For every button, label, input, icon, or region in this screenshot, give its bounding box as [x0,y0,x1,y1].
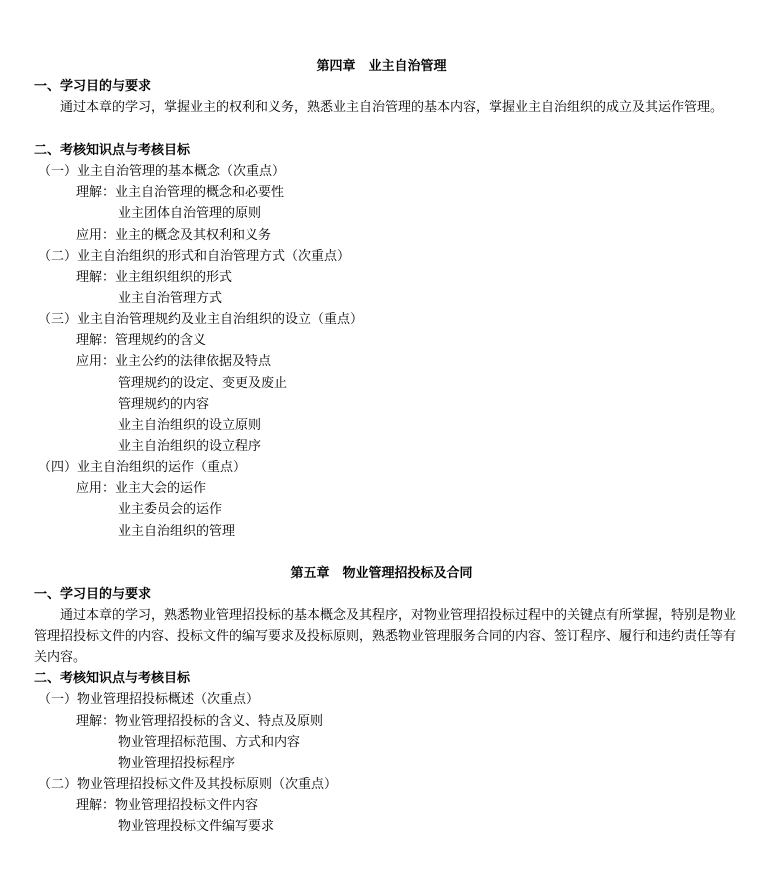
ch4-item: 应用：业主的概念及其权利和义务 [76,228,272,243]
chapter-5-title: 第五章 物业管理招投标及合同 [290,566,473,581]
ch5-item: 物业管理投标文件编写要求 [118,819,275,834]
ch4-item: 理解：业主自治管理的概念和必要性 [76,185,285,200]
ch4-item: 理解：业主组织组织的形式 [76,270,233,285]
ch5-item: 物业管理招标范围、方式和内容 [118,735,301,750]
ch5-topic-1: （一）物业管理招投标概述（次重点） [38,692,260,707]
ch4-item: 应用：业主公约的法律依据及特点 [76,354,272,369]
ch4-topic-2: （二）业主自治组织的形式和自治管理方式（次重点） [38,249,351,264]
ch5-item: 理解：物业管理招投标的含义、特点及原则 [76,714,324,729]
ch4-item: 管理规约的设定、变更及废止 [118,376,288,391]
ch4-section-1-paragraph: 通过本章的学习，掌握业主的权利和义务，熟悉业主自治管理的基本内容，掌握业主自治组织的成立及其运作管理。 [60,100,724,115]
ch5-item: 物业管理招投标程序 [118,756,236,771]
ch4-item: 业主自治组织的设立程序 [118,439,262,454]
ch5-section-2-heading: 二、考核知识点与考核目标 [34,671,191,686]
ch4-item: 理解：管理规约的含义 [76,333,207,348]
ch4-section-2-heading: 二、考核知识点与考核目标 [34,143,191,158]
ch4-item: 管理规约的内容 [118,397,210,412]
ch4-section-1-heading: 一、学习目的与要求 [34,79,152,94]
ch4-topic-3: （三）业主自治管理规约及业主自治组织的设立（重点） [38,312,364,327]
ch5-topic-2: （二）物业管理招投标文件及其投标原则（次重点） [38,777,338,792]
ch4-item: 业主委员会的运作 [118,502,223,517]
ch4-topic-4: （四）业主自治组织的运作（重点） [38,460,247,475]
chapter-4-title: 第四章 业主自治管理 [316,59,447,74]
ch5-section-1-paragraph: 通过本章的学习，熟悉物业管理招投标的基本概念及其程序，对物业管理招投标过程中的关键点有所掌握，特别是物业管理招投标文件的内容、投标文件的编写要求及投标原则，熟悉物业管理服务合同的内容、签订程序、履行和违约责任等有关内容。 [34,608,737,665]
ch4-item: 业主自治组织的管理 [118,524,236,539]
ch4-topic-1: （一）业主自治管理的基本概念（次重点） [38,164,286,179]
ch4-item: 应用：业主大会的运作 [76,481,207,496]
ch4-item: 业主自治管理方式 [118,291,223,306]
ch5-item: 理解：物业管理招投标文件内容 [76,798,259,813]
ch4-item: 业主团体自治管理的原则 [118,206,262,221]
ch5-section-1-heading: 一、学习目的与要求 [34,587,152,602]
ch4-item: 业主自治组织的设立原则 [118,418,262,433]
